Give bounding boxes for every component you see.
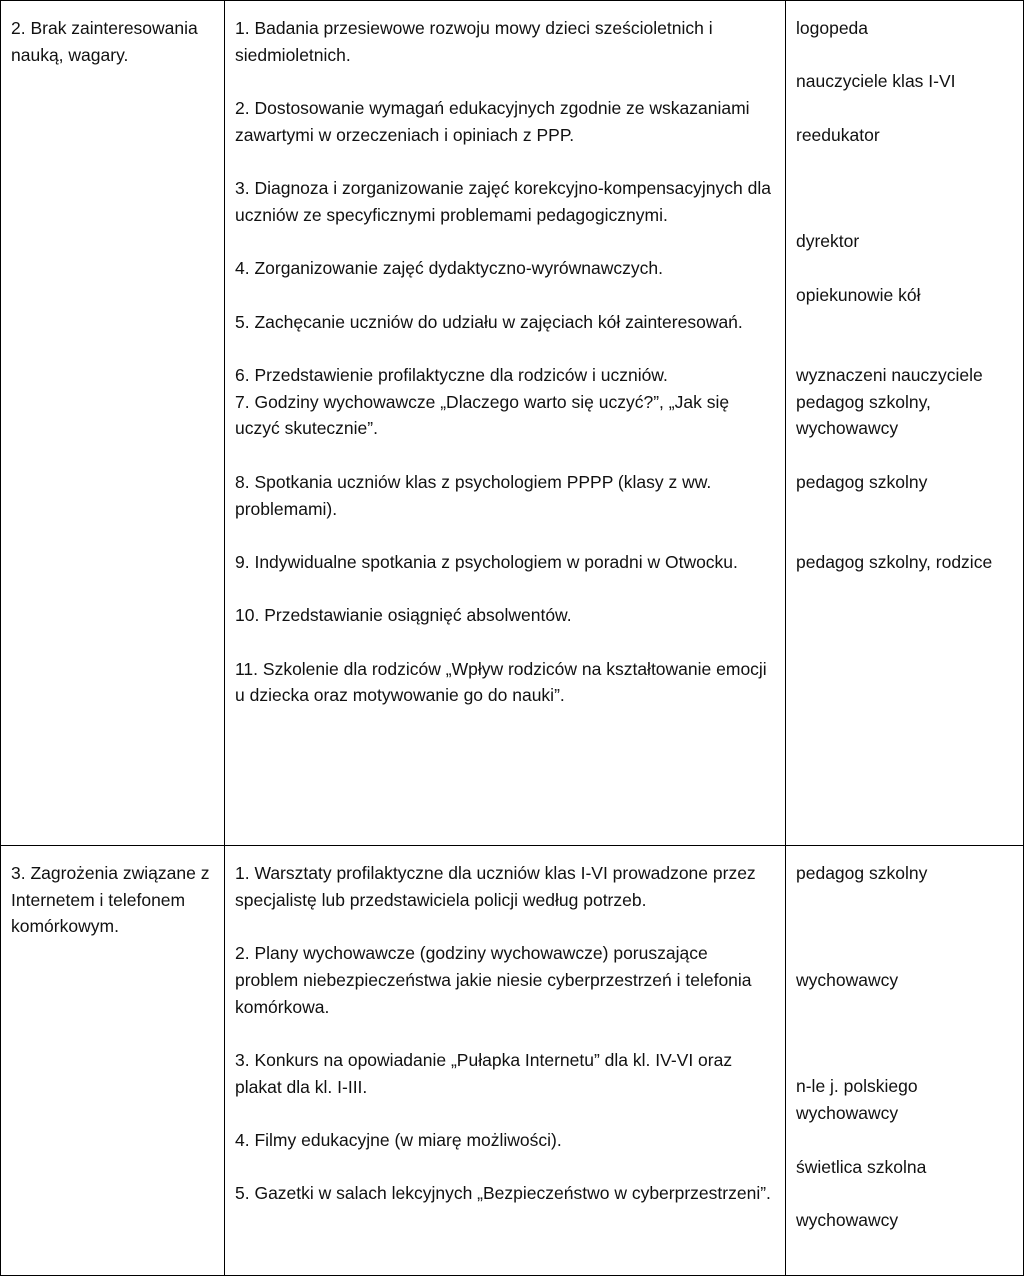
action-item: 9. Indywidualne spotkania z psychologiem w poradni w Otwocku. [235,551,738,572]
responsible-item: wyznaczeni nauczyciele [796,364,983,385]
responsible-item: opiekunowie kół [796,284,921,305]
table-row [1,1,1024,846]
action-item: 7. Godziny wychowawcze „Dlaczego warto się uczyć?”, „Jak się uczyć skutecznie”. [235,391,730,439]
action-item: 3. Konkurs na opowiadanie „Pułapka Internetu” dla kl. IV-VI oraz plakat dla kl. I-III. [235,1049,733,1097]
responsible-item: n-le j. polskiego wychowawcy [796,1076,918,1124]
responsible-item: wychowawcy [796,1209,899,1230]
actions-cell [225,1,786,846]
responsible-item: świetlica szkolna [796,1156,927,1177]
action-item: 3. Diagnoza i zorganizowanie zajęć korekcyjno-kompensacyjnych dla uczniów ze specyficznymi problemami pedagogicznymi. [235,178,771,225]
responsible-item: reedukator [796,124,880,145]
problem-cell [1,1,225,846]
action-item: 6. Przedstawienie profilaktyczne dla rodziców i uczniów. [235,365,668,386]
responsible-item: pedagog szkolny [796,863,928,883]
responsible-item: logopeda [796,18,869,38]
action-item: 10. Przedstawianie osiągnięć absolwentów. [235,605,572,626]
action-item: 2. Plany wychowawcze (godziny wychowawcze) poruszające problem niebezpieczeństwa jakie niesie cyberprzestrzeń i telefonia komórkowa. [235,943,752,1017]
responsible-item: pedagog szkolny [796,471,928,492]
problem-cell [1,846,225,1276]
problem-text: 3. Zagrożenia związane z Internetem i telefonem komórkowym. [11,863,210,937]
action-item: 5. Gazetki w salach lekcyjnych „Bezpieczeństwo w cyberprzestrzeni”. [235,1183,771,1204]
responsible-item: pedagog szkolny, wychowawcy [796,391,931,439]
responsible-item: pedagog szkolny, rodzice [796,551,993,572]
responsible-cell [786,1,1024,846]
action-item: 4. Zorganizowanie zajęć dydaktyczno-wyrównawczych. [235,258,663,279]
responsible-item: nauczyciele klas I-VI [796,71,956,92]
table-row [1,846,1024,1276]
responsible-item: dyrektor [796,231,860,252]
problem-text: 2. Brak zainteresowania nauką, wagary. [11,18,198,65]
action-item: 11. Szkolenie dla rodziców „Wpływ rodziców na kształtowanie emocji u dziecka oraz motywowanie go do nauki”. [235,658,767,706]
action-item: 2. Dostosowanie wymagań edukacyjnych zgodnie ze wskazaniami zawartymi w orzeczeniach i opiniach z PPP. [235,98,750,145]
action-item: 4. Filmy edukacyjne (w miarę możliwości). [235,1129,562,1150]
action-item: 1. Warsztaty profilaktyczne dla uczniów klas I-VI prowadzone przez specjalistę lub przedstawiciela policji według potrzeb. [235,863,756,910]
action-item: 5. Zachęcanie uczniów do udziału w zajęciach kół zainteresowań. [235,311,743,332]
responsible-cell [786,846,1024,1276]
action-item: 1. Badania przesiewowe rozwoju mowy dzieci sześcioletnich i siedmioletnich. [235,18,713,65]
action-item: 8. Spotkania uczniów klas z psychologiem PPPP (klasy z ww. problemami). [235,471,712,519]
responsible-item: wychowawcy [796,969,899,990]
actions-cell [225,846,786,1276]
